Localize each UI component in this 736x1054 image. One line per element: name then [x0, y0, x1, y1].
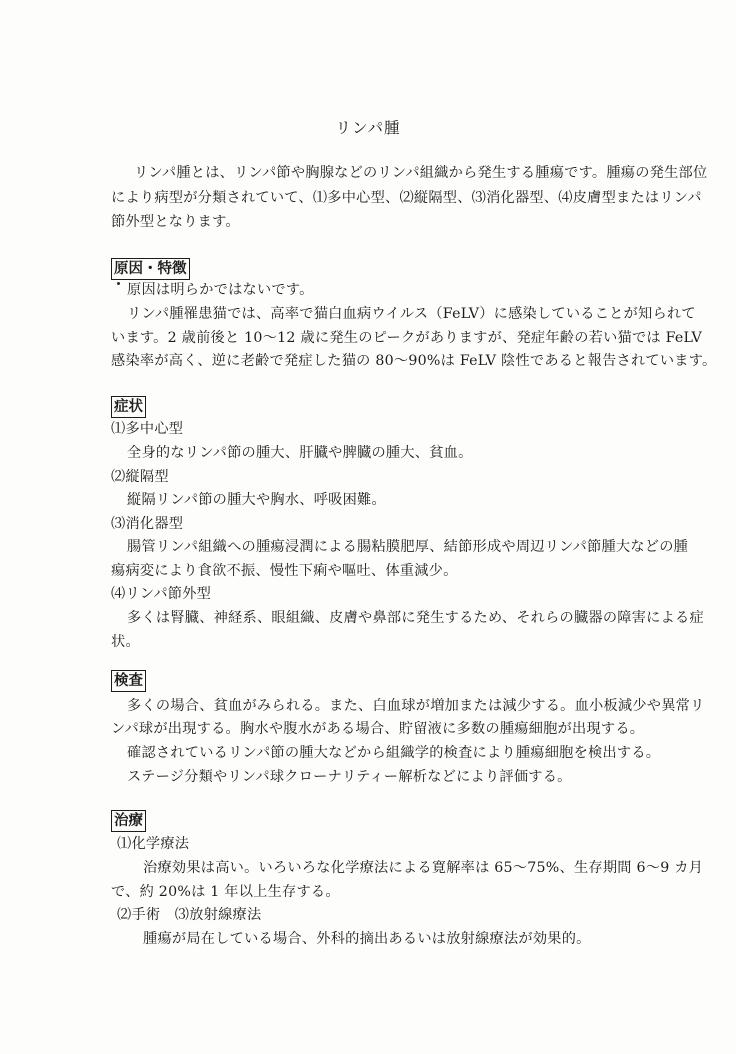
exam-line: ステージ分類やリンパ球クローナリティー解析などにより評価する。	[127, 769, 572, 785]
symptom-line: 瘍病変により食欲不振、慢性下痢や嘔吐、体重減少。	[111, 563, 458, 579]
exam-line: 多くの場合、貧血がみられる。また、白血球が増加または減少する。血小板減少や異常リ	[127, 698, 705, 714]
page-title: リンパ腫	[335, 119, 401, 137]
symptom-line: 縦隔リンパ節の腫大や胸水、呼吸困難。	[127, 492, 386, 508]
cause-line: 感染率が高く、逆に老齢で発症した猫の 80～90%は FeLV 陰性であると報告されています。	[111, 353, 717, 369]
symptom-line: 多くは腎臓、神経系、眼組織、皮膚や鼻部に発生するため、それらの臓器の障害による症	[127, 610, 704, 626]
section-heading-cause: 原因・特徴	[111, 258, 190, 280]
section-heading-treatment: 治療	[111, 810, 146, 832]
symptom-subheading: ⑷リンパ節外型	[111, 586, 212, 602]
exam-line: 確認されているリンパ節の腫大などから組織学的検査により腫瘍細胞を検出する。	[127, 745, 661, 761]
symptom-line: 腸管リンパ組織への腫瘍浸潤による腸粘膜肥厚、結節形成や周辺リンパ節腫大などの腫	[127, 539, 689, 555]
section-heading-exam: 検査	[111, 670, 146, 692]
cause-line: リンパ腫罹患猫では、高率で猫白血病ウイルス（FeLV）に感染していることが知られて	[127, 306, 696, 322]
treatment-line: 治療効果は高い。いろいろな化学療法による寛解率は 65～75%、生存期間 6～9 カ月	[143, 860, 704, 876]
intro-line: により病型が分類されていて、⑴多中心型、⑵縦隔型、⑶消化器型、⑷皮膚型またはリンパ	[111, 190, 702, 206]
cause-line: います。2 歳前後と 10～12 歳に発生のピークがありますが、発症年齢の若い猫では FeLV	[111, 330, 703, 346]
intro-line: リンパ腫とは、リンパ節や胸腺などのリンパ組織から発生する腫瘍です。腫瘍の発生部位	[134, 165, 708, 181]
symptom-subheading: ⑵縦隔型	[111, 469, 169, 485]
scan-dot	[117, 282, 120, 285]
symptom-subheading: ⑴多中心型	[111, 421, 184, 437]
treatment-subheading: ⑴化学療法	[117, 836, 190, 852]
symptom-line: 全身的なリンパ節の腫大、肝臓や脾臓の腫大、貧血。	[127, 445, 473, 461]
cause-line: 原因は明らかではないです。	[127, 282, 314, 298]
symptom-subheading: ⑶消化器型	[111, 516, 184, 532]
symptom-line: 状。	[111, 634, 140, 650]
section-heading-symptoms: 症状	[111, 396, 146, 418]
intro-line: 節外型となります。	[111, 214, 240, 230]
treatment-line: で、約 20%は 1 年以上生存する。	[111, 884, 340, 900]
exam-line: ンパ球が出現する。胸水や腹水がある場合、貯留液に多数の腫瘍細胞が出現する。	[111, 721, 645, 737]
treatment-subheading: ⑵手術 ⑶放射線療法	[117, 907, 262, 923]
treatment-line: 腫瘍が局在している場合、外科的摘出あるいは放射線療法が効果的。	[143, 931, 591, 947]
